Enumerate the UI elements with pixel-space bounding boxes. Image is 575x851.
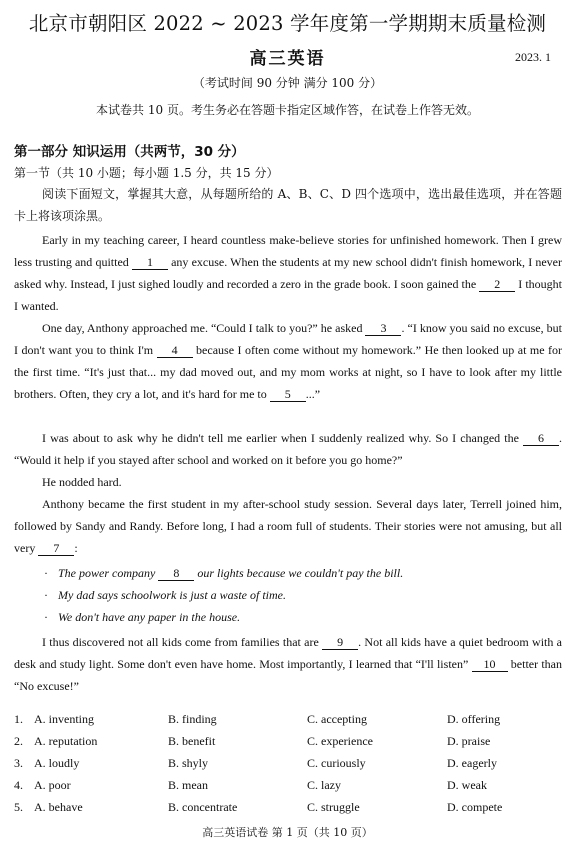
option-d: D. praise bbox=[447, 734, 491, 748]
passage-text: One day, Anthony approached me. “Could I talk to you?” he asked bbox=[42, 321, 366, 335]
blank-10: 10 bbox=[472, 657, 508, 672]
option-c: C. experience bbox=[307, 734, 373, 748]
passage-paragraph-2 bbox=[14, 317, 562, 405]
exam-date: 2023. 1 bbox=[515, 50, 551, 64]
blank-1: 1 bbox=[132, 255, 168, 270]
blank-7: 7 bbox=[38, 541, 74, 556]
passage-paragraph-5 bbox=[14, 493, 562, 559]
passage-paragraph-4: He nodded hard. bbox=[42, 475, 122, 489]
bullet-item-2 bbox=[44, 588, 286, 603]
passage-text: I was about to ask why he didn't tell me earlier when I suddenly realized why. So I changed the bbox=[42, 431, 523, 445]
passage-text: . “Would it help if you stayed after school and worked on it before you go home?” bbox=[14, 431, 562, 467]
bullet-text: We don't have any paper in the house. bbox=[58, 610, 241, 624]
passage-text: I thus discovered not all kids come from families that are bbox=[42, 635, 323, 649]
section-heading: 第一节（共 10 小题；每小题 1.5 分，共 15 分） bbox=[14, 166, 279, 180]
passage-text: I thought I wanted. bbox=[14, 277, 563, 313]
option-a: A. poor bbox=[34, 778, 71, 792]
blank-9: 9 bbox=[322, 635, 358, 650]
subject-title: 高三英语 bbox=[249, 49, 326, 69]
option-d: D. offering bbox=[447, 712, 501, 726]
question-row bbox=[14, 756, 574, 776]
bullet-text: My dad says schoolwork is just a waste of time. bbox=[58, 588, 286, 602]
option-c: C. accepting bbox=[307, 712, 367, 726]
bullet-item-3 bbox=[44, 610, 240, 625]
option-a: A. reputation bbox=[34, 734, 98, 748]
question-row bbox=[14, 778, 574, 798]
passage-text: any excuse. When the students at my new school didn't finish homework, I never asked why. Instead, I just sighed loudly and recorded a zero in the grade book. I soon gained the bbox=[14, 255, 562, 291]
question-number: 4. bbox=[14, 778, 23, 792]
blank-6: 6 bbox=[523, 431, 559, 446]
exam-time-info: （考试时间 90 分钟 满分 100 分） bbox=[192, 76, 383, 90]
option-d: D. eagerly bbox=[447, 756, 497, 770]
part-heading: 第一部分 知识运用（共两节，30 分） bbox=[14, 144, 245, 160]
question-number: 3. bbox=[14, 756, 23, 770]
blank-2: 2 bbox=[479, 277, 515, 292]
option-b: B. mean bbox=[168, 778, 208, 792]
question-number: 2. bbox=[14, 734, 23, 748]
question-row bbox=[14, 734, 574, 754]
passage-paragraph-1 bbox=[14, 229, 562, 317]
option-a: A. loudly bbox=[34, 756, 80, 770]
option-c: C. curiously bbox=[307, 756, 366, 770]
question-row bbox=[14, 712, 574, 732]
passage-text: Early in my teaching career, I heard countless make-believe stories for unfinished homework. Then I grew less trusting and quitted bbox=[14, 233, 562, 269]
passage-paragraph-3 bbox=[14, 427, 562, 471]
option-a: A. inventing bbox=[34, 712, 94, 726]
passage-text: Anthony became the first student in my after-school study session. Several days later, Terrell joined him, followed by Sandy and Randy. Before long, I had a room full of students. Their stories were not amusing, but all very bbox=[14, 497, 562, 555]
bullet-dot: · bbox=[44, 566, 48, 580]
passage-text: . Not all kids have a quiet bedroom with a desk and study light. Some don't even have home. Most importantly, I learned that “I'll listen” bbox=[14, 635, 562, 671]
question-row bbox=[14, 800, 574, 820]
blank-5: 5 bbox=[270, 387, 306, 402]
blank-3: 3 bbox=[365, 321, 401, 336]
option-d: D. compete bbox=[447, 800, 503, 814]
instruction-text: 阅读下面短文，掌握其大意，从每题所给的 A、B、C、D 四个选项中，选出最佳选项，并在答题卡上将该项涂黑。 bbox=[14, 187, 562, 223]
option-c: C. lazy bbox=[307, 778, 341, 792]
option-d: D. weak bbox=[447, 778, 487, 792]
bullet-dot: · bbox=[44, 610, 48, 624]
passage-text: ...” bbox=[305, 387, 321, 401]
blank-8: 8 bbox=[158, 566, 194, 581]
passage-text: because I often come without my homework.” He then looked up at me for the first time. “It's just that... my dad moved out, and my mom works at night, so I have to look after my little brothers. Often, they cry a lot, and it's hard for me to bbox=[14, 343, 562, 401]
passage-paragraph-6 bbox=[14, 631, 562, 697]
page-footer: 高三英语试卷 第 1 页（共 10 页） bbox=[202, 826, 373, 839]
option-b: B. concentrate bbox=[168, 800, 238, 814]
bullet-item-1 bbox=[44, 566, 403, 581]
exam-title: 北京市朝阳区 2022 ~ 2023 学年度第一学期期末质量检测 bbox=[28, 12, 547, 35]
passage-text: better than “No excuse!” bbox=[14, 657, 562, 693]
exam-notice: 本试卷共 10 页。考生务必在答题卡指定区域作答，在试卷上作答无效。 bbox=[96, 103, 479, 117]
passage-text: : bbox=[74, 541, 78, 555]
option-b: B. finding bbox=[168, 712, 217, 726]
blank-4: 4 bbox=[157, 343, 193, 358]
option-c: C. struggle bbox=[307, 800, 360, 814]
question-number: 5. bbox=[14, 800, 23, 814]
passage-text: . “I know you said no excuse, but I don't want you to think I'm bbox=[14, 321, 562, 357]
question-number: 1. bbox=[14, 712, 23, 726]
option-b: B. benefit bbox=[168, 734, 216, 748]
option-b: B. shyly bbox=[168, 756, 209, 770]
option-a: A. behave bbox=[34, 800, 83, 814]
bullet-text: our lights because we couldn't pay the bill. bbox=[194, 566, 404, 580]
bullet-text: The power company bbox=[58, 566, 159, 580]
bullet-dot: · bbox=[44, 588, 48, 602]
